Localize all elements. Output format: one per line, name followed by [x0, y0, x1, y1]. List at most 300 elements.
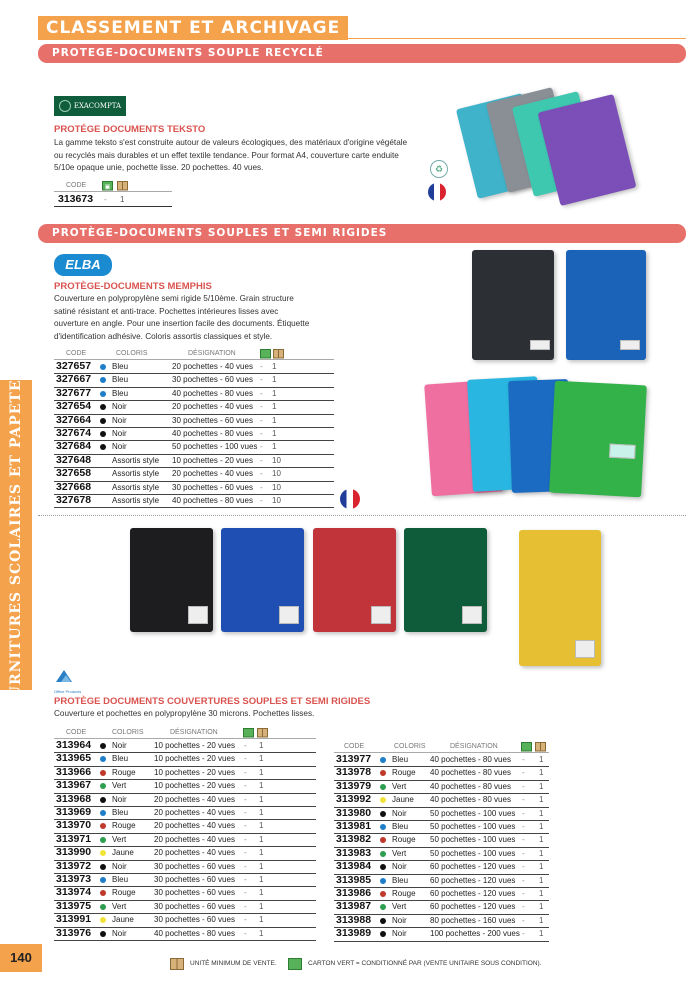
product-code: 327684	[56, 440, 92, 453]
france-flag-icon	[340, 489, 360, 509]
product-code: 327657	[56, 360, 92, 372]
color-swatch	[100, 770, 106, 776]
unit-qty: 1	[272, 375, 277, 385]
product-code: 313973	[56, 873, 92, 885]
product-code: 327664	[56, 413, 92, 426]
title-underline	[38, 38, 686, 39]
color-name: Assortis style	[112, 455, 160, 465]
unit-qty: 1	[539, 768, 544, 778]
table-row	[54, 415, 334, 428]
table-row	[54, 807, 316, 820]
color-name: Bleu	[112, 754, 129, 764]
color-name: Noir	[112, 861, 127, 871]
table-row	[54, 901, 316, 914]
designation: 10 pochettes - 20 vues	[154, 741, 235, 750]
unit-qty: 1	[259, 901, 264, 911]
carton-qty: -	[522, 902, 525, 912]
color-name: Noir	[112, 928, 127, 938]
desc-line: ouverture en angle. Pour une insertion facile des documents. Étiquette	[54, 319, 310, 328]
designation: 50 pochettes - 100 vues	[430, 835, 516, 845]
unit-qty: 1	[259, 808, 264, 817]
color-name: Bleu	[112, 388, 129, 398]
color-swatch	[100, 797, 106, 803]
carton-qty: -	[522, 889, 525, 898]
carton-qty: -	[260, 442, 263, 452]
unit-qty: 10	[272, 469, 281, 479]
color-swatch	[100, 931, 106, 937]
product-code: 313974	[56, 886, 92, 899]
color-name: Noir	[112, 794, 127, 804]
color-name: Vert	[112, 834, 127, 844]
designation: 60 pochettes - 120 vues	[430, 889, 516, 898]
color-swatch	[380, 931, 386, 937]
table-row	[54, 374, 334, 387]
unit-qty: 1	[539, 848, 544, 858]
table-row	[54, 753, 316, 766]
side-category-label: FOURNITURES SCOLAIRES ET PAPETERIE	[8, 347, 24, 723]
color-swatch	[380, 811, 386, 817]
color-swatch	[380, 878, 386, 884]
table-rule	[54, 359, 334, 360]
product-code: 313972	[56, 859, 92, 872]
carton-qty: -	[244, 848, 247, 858]
col-header-designation: DÉSIGNATION	[170, 729, 218, 736]
color-name: Noir	[112, 429, 127, 438]
designation: 100 pochettes - 200 vues	[430, 929, 520, 939]
product-code: 327658	[56, 467, 92, 480]
carton-qty: -	[244, 767, 247, 777]
france-flag-icon	[428, 183, 446, 201]
color-name: Bleu	[112, 808, 129, 817]
color-swatch	[100, 850, 106, 856]
color-swatch	[380, 864, 386, 870]
table-row	[334, 928, 549, 941]
color-name: Vert	[392, 902, 407, 912]
table-row	[54, 740, 316, 753]
table-row	[54, 388, 334, 401]
color-name: Noir	[112, 741, 127, 750]
color-name: Rouge	[392, 768, 416, 778]
unit-qty: 1	[539, 889, 544, 898]
color-swatch	[380, 784, 386, 790]
designation: 20 pochettes - 40 vues	[154, 808, 235, 817]
carton-qty: -	[522, 848, 525, 858]
designation: 80 pochettes - 160 vues	[430, 915, 516, 925]
table-rule	[54, 191, 172, 192]
carton-qty: -	[522, 808, 525, 818]
unit-qty: 1	[259, 741, 264, 750]
desc-line: La gamme teksto s'est construite autour de valeurs écologiques, des matériaux d'origine végétale	[54, 138, 408, 147]
color-swatch	[100, 890, 106, 896]
color-name: Rouge	[112, 821, 136, 831]
section-band-semi-rigid: PROTÈGE-DOCUMENTS SOUPLES ET SEMI RIGIDES	[38, 224, 686, 243]
product-code: 313673	[58, 193, 94, 205]
legend-unit-text: UNITÉ MINIMUM DE VENTE.	[190, 960, 277, 967]
unit-qty: 1	[272, 442, 277, 452]
elba-logo: ELBA	[54, 254, 112, 276]
table-row	[334, 754, 549, 767]
carton-qty: -	[260, 455, 263, 465]
product-code: 313985	[336, 873, 372, 886]
product-code: 313981	[336, 820, 372, 832]
color-name: Noir	[112, 415, 127, 425]
unit-qty: 1	[259, 834, 264, 844]
carton-qty: -	[244, 875, 247, 884]
product-code: 313968	[56, 792, 92, 805]
color-name: Vert	[392, 781, 407, 791]
designation: 60 pochettes - 120 vues	[430, 875, 516, 885]
color-name: Assortis style	[112, 496, 160, 505]
product-code: 313979	[336, 779, 372, 792]
svg-text:▣: ▣	[104, 184, 111, 191]
color-swatch	[100, 810, 106, 816]
product-code: 327674	[56, 427, 92, 439]
table-row	[334, 875, 549, 888]
color-name: Noir	[112, 402, 127, 412]
color-name: Noir	[392, 929, 407, 939]
page-number: 140	[0, 944, 42, 972]
designation: 10 pochettes - 20 vues	[154, 754, 235, 764]
col-header-designation: DÉSIGNATION	[450, 743, 498, 750]
table-row	[334, 808, 549, 821]
product-code: 327648	[56, 453, 92, 466]
product-title-memphis: PROTÈGE-DOCUMENTS MEMPHIS	[54, 281, 212, 292]
unit-qty: 1	[259, 794, 264, 804]
carton-qty: -	[522, 768, 525, 778]
table-row	[54, 482, 334, 495]
color-name: Bleu	[392, 755, 409, 764]
desc-line: d'identification adhésive. Coloris assortis classiques et style.	[54, 331, 273, 341]
carton-qty: -	[522, 862, 525, 872]
carton-icon	[288, 957, 302, 975]
product-code: 313967	[56, 779, 92, 792]
product-code: 313983	[336, 846, 372, 859]
table-row	[54, 834, 316, 847]
designation: 40 pochettes - 80 vues	[172, 496, 253, 505]
color-swatch	[100, 404, 106, 410]
designation: 40 pochettes - 80 vues	[430, 781, 511, 791]
unit-qty: 1	[259, 888, 264, 898]
product-code: 313991	[56, 913, 92, 926]
product-code: 313971	[56, 832, 92, 845]
designation: 30 pochettes - 60 vues	[154, 861, 235, 871]
unit-qty: 1	[259, 928, 264, 938]
unit-qty: 1	[259, 754, 264, 764]
color-swatch	[100, 444, 106, 450]
carton-qty: -	[244, 781, 247, 791]
product-code: 313977	[336, 753, 372, 765]
carton-qty: -	[104, 195, 107, 204]
color-name: Bleu	[392, 822, 409, 831]
carton-qty: -	[244, 794, 247, 804]
color-name: Noir	[392, 808, 407, 818]
brand-name: Office Products	[54, 689, 82, 694]
color-swatch	[380, 757, 386, 763]
unit-box-icon	[170, 957, 184, 975]
unit-qty: 1	[272, 415, 277, 425]
color-swatch	[380, 824, 386, 830]
color-name: Vert	[112, 781, 127, 791]
color-swatch	[100, 783, 106, 789]
unit-qty: 1	[259, 767, 264, 777]
unit-qty: 1	[272, 388, 277, 398]
product-code: 313965	[56, 752, 92, 765]
table-row	[54, 767, 316, 780]
table-row	[54, 780, 316, 793]
carton-qty: -	[244, 901, 247, 911]
product-desc-office: Couverture et pochettes en polypropylène 30 microns. Pochettes lisses.	[54, 709, 315, 718]
designation: 40 pochettes - 80 vues	[430, 755, 511, 764]
designation: 60 pochettes - 120 vues	[430, 862, 516, 872]
product-code: 313969	[56, 806, 92, 818]
table-row	[334, 781, 549, 794]
carton-qty: -	[244, 821, 247, 831]
unit-qty: 1	[539, 808, 544, 818]
designation: 30 pochettes - 60 vues	[154, 888, 235, 898]
carton-qty: -	[522, 875, 525, 885]
color-swatch	[100, 823, 106, 829]
product-code: 327677	[56, 386, 92, 399]
color-name: Noir	[392, 915, 407, 925]
desc-line: Couverture en polypropylène semi rigide 5/10ème. Grain structure	[54, 294, 294, 303]
color-name: Jaune	[392, 795, 414, 805]
designation: 40 pochettes - 80 vues	[172, 388, 253, 398]
designation: 30 pochettes - 60 vues	[154, 915, 235, 925]
unit-qty: 1	[539, 862, 544, 872]
exacompta-logo	[54, 96, 126, 116]
unit-qty: 10	[272, 455, 281, 465]
table-row	[54, 455, 334, 468]
unit-qty: 1	[272, 429, 277, 438]
product-title-office: PROTÈGE DOCUMENTS COUVERTURES SOUPLES ET SEMI RIGIDES	[54, 696, 371, 707]
desc-line: satiné résistant et anti-trace. Pochettes intérieures lisses avec	[54, 306, 279, 316]
table-row	[54, 794, 316, 807]
unit-qty: 1	[539, 781, 544, 791]
color-swatch	[380, 851, 386, 857]
color-name: Vert	[392, 848, 407, 858]
unit-qty: 1	[259, 875, 264, 884]
color-name: Rouge	[392, 835, 416, 845]
designation: 40 pochettes - 80 vues	[154, 928, 235, 938]
color-name: Jaune	[112, 848, 134, 858]
table-row	[54, 820, 316, 833]
designation: 10 pochettes - 20 vues	[154, 781, 235, 791]
product-code: 327654	[56, 400, 92, 413]
color-swatch	[380, 904, 386, 910]
designation: 20 pochettes - 40 vues	[172, 362, 253, 371]
color-name: Rouge	[112, 767, 136, 777]
carton-icon	[102, 178, 113, 196]
product-code: 313966	[56, 765, 92, 778]
product-desc-teksto	[54, 137, 414, 175]
color-name: Noir	[392, 862, 407, 872]
table-row	[334, 915, 549, 928]
carton-qty: -	[244, 888, 247, 898]
product-code: 327667	[56, 373, 92, 386]
carton-qty: -	[260, 375, 263, 385]
carton-qty: -	[260, 482, 263, 492]
color-swatch	[100, 904, 106, 910]
color-swatch	[100, 364, 106, 370]
color-name: Rouge	[112, 888, 136, 898]
carton-qty: -	[522, 929, 525, 939]
designation: 20 pochettes - 40 vues	[154, 821, 235, 831]
carton-qty: -	[244, 754, 247, 764]
color-name: Assortis style	[112, 469, 160, 479]
carton-qty: -	[244, 808, 247, 817]
carton-qty: -	[260, 415, 263, 425]
product-code: 313987	[336, 900, 372, 913]
table-row	[54, 874, 316, 887]
table-rule	[54, 206, 172, 207]
unit-qty: 1	[539, 929, 544, 939]
table-row	[54, 928, 316, 941]
designation: 40 pochettes - 80 vues	[430, 768, 511, 778]
product-code: 313992	[336, 793, 372, 806]
color-swatch	[100, 391, 106, 397]
table-row	[334, 888, 549, 901]
product-code: 313980	[336, 806, 372, 819]
color-swatch	[100, 418, 106, 424]
unit-qty: 1	[259, 848, 264, 858]
table-row	[54, 495, 334, 508]
unit-qty: 10	[272, 482, 281, 492]
page-title: CLASSEMENT ET ARCHIVAGE	[38, 16, 348, 40]
color-swatch	[100, 837, 106, 843]
col-header-code: CODE	[66, 182, 87, 189]
carton-qty: -	[244, 915, 247, 925]
table-row	[54, 441, 334, 454]
table-row	[334, 821, 549, 834]
color-name: Jaune	[112, 915, 134, 925]
carton-qty: -	[522, 755, 525, 764]
table-row	[54, 361, 334, 374]
carton-qty: -	[260, 429, 263, 438]
color-swatch	[100, 743, 106, 749]
designation: 30 pochettes - 60 vues	[154, 901, 235, 911]
table-row	[54, 914, 316, 927]
designation: 20 pochettes - 40 vues	[172, 402, 253, 412]
product-desc-memphis	[54, 293, 329, 343]
unit-qty: 1	[259, 821, 264, 831]
carton-qty: -	[522, 822, 525, 831]
table-row	[54, 887, 316, 900]
carton-qty: -	[244, 928, 247, 938]
table-row	[54, 861, 316, 874]
color-swatch	[100, 431, 106, 437]
unit-qty: 1	[539, 795, 544, 805]
unit-qty: 1	[259, 915, 264, 925]
table-row	[334, 848, 549, 861]
color-name: Assortis style	[112, 482, 160, 492]
designation: 60 pochettes - 120 vues	[430, 902, 516, 912]
legend-carton-text: CARTON VERT = CONDITIONNÉ PAR (VENTE UNITAIRE SOUS CONDITION).	[308, 960, 542, 967]
unit-qty: 1	[539, 755, 544, 764]
unit-qty: 1	[120, 195, 125, 204]
designation: 50 pochettes - 100 vues	[430, 822, 516, 831]
product-code: 313976	[56, 926, 92, 939]
col-header-designation: DÉSIGNATION	[188, 350, 236, 357]
designation: 20 pochettes - 40 vues	[172, 469, 253, 479]
designation: 20 pochettes - 40 vues	[154, 848, 235, 858]
color-swatch	[380, 837, 386, 843]
col-header-code: CODE	[66, 350, 87, 357]
product-code: 313988	[336, 913, 372, 926]
designation: 30 pochettes - 60 vues	[172, 415, 253, 425]
table-row	[334, 901, 549, 914]
designation: 40 pochettes - 80 vues	[430, 795, 511, 805]
recycle-icon: ♻	[430, 160, 448, 178]
unit-qty: 1	[272, 362, 277, 371]
carton-qty: -	[260, 388, 263, 398]
color-swatch	[380, 770, 386, 776]
unit-qty: 1	[539, 915, 544, 925]
product-code: 313989	[336, 927, 372, 940]
color-name: Bleu	[112, 875, 129, 884]
section-band-recycled: PROTEGE-DOCUMENTS SOUPLE RECYCLÉ	[38, 44, 686, 63]
unit-qty: 1	[259, 861, 264, 871]
color-swatch	[380, 891, 386, 897]
color-name: Bleu	[112, 362, 129, 371]
product-code: 313990	[56, 846, 92, 859]
product-code: 313986	[336, 887, 372, 899]
col-header-color: COLORIS	[116, 350, 148, 357]
color-swatch	[380, 918, 386, 924]
product-code: 313964	[56, 739, 92, 751]
color-swatch	[100, 864, 106, 870]
color-swatch	[100, 756, 106, 762]
col-header-color: COLORIS	[394, 743, 426, 750]
product-code: 313982	[336, 833, 372, 846]
section-separator	[38, 515, 686, 516]
product-code: 327678	[56, 494, 92, 506]
unit-qty: 1	[272, 402, 277, 412]
table-row	[334, 834, 549, 847]
color-swatch	[100, 917, 106, 923]
carton-qty: -	[260, 469, 263, 479]
unit-qty: 1	[539, 875, 544, 885]
brand-name: EXACOMPTA	[73, 102, 122, 110]
designation: 30 pochettes - 60 vues	[172, 375, 253, 385]
product-code: 313978	[336, 766, 372, 779]
table-row	[54, 428, 334, 441]
carton-qty: -	[260, 496, 263, 505]
color-name: Bleu	[392, 875, 409, 885]
col-header-code: CODE	[66, 729, 87, 736]
table-row	[334, 861, 549, 874]
color-name: Noir	[112, 442, 127, 452]
table-row	[334, 767, 549, 780]
side-category-tab	[0, 347, 32, 723]
unit-box-icon	[117, 178, 128, 196]
color-swatch	[100, 877, 106, 883]
unit-qty: 1	[539, 835, 544, 845]
desc-line: ou recyclés mais durables et un effet textile tendance. Pour format A4, couverture carte enduite	[54, 150, 399, 160]
carton-qty: -	[260, 362, 263, 371]
table-row	[54, 468, 334, 481]
unit-qty: 1	[259, 781, 264, 791]
product-code: 327668	[56, 480, 92, 493]
carton-qty: -	[260, 402, 263, 412]
table-row	[334, 794, 549, 807]
unit-qty: 1	[539, 902, 544, 912]
designation: 40 pochettes - 80 vues	[172, 429, 253, 438]
col-header-code: CODE	[344, 743, 365, 750]
office-products-logo	[54, 668, 82, 694]
carton-qty: -	[244, 741, 247, 750]
carton-qty: -	[522, 835, 525, 845]
desc-line: 5/10e opaque unie, pochette lisse. 20 pochettes. 40 vues.	[54, 163, 264, 172]
